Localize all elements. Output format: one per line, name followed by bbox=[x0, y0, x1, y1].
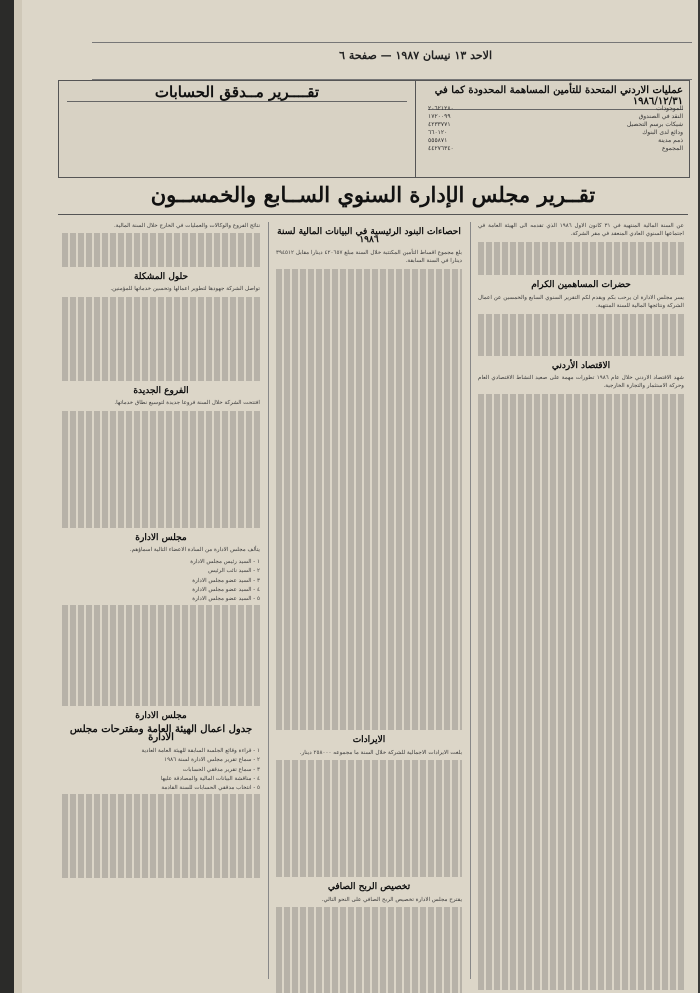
list-item: ١ - السيد رئيس مجلس الادارة bbox=[190, 558, 260, 565]
table-row: الموجودات ٢٠٦٢١٢٨٠ bbox=[428, 105, 683, 112]
paragraph: افتتحت الشركة خلال السنة فروعا جديدة لتوسيع نطاق خدماتها. bbox=[114, 400, 260, 407]
table-row: المجموع ٤٤٢٧٦٣٤٠ bbox=[428, 145, 683, 152]
main-title: تقــرير مجلس الإدارة السنوي الســابع والخمســون bbox=[150, 182, 596, 207]
paragraph: تواصل الشركة جهودها لتطوير اعمالها وتحسين خدماتها للمؤمنين. bbox=[110, 286, 260, 293]
masthead-bar bbox=[92, 42, 692, 80]
paragraph: يقترح مجلس الادارة تخصيص الربح الصافي على النحو التالي. bbox=[321, 896, 462, 903]
column-rule bbox=[470, 222, 471, 979]
list-item: ٥ - السيد عضو مجلس الادارة bbox=[192, 596, 260, 603]
list-item: ٣ - سماع تقرير مدققي الحسابات bbox=[182, 766, 260, 773]
box-divider bbox=[415, 81, 416, 177]
section-heading: الايرادات bbox=[352, 735, 386, 746]
book-binding bbox=[0, 0, 14, 993]
balance-sheet-table bbox=[428, 105, 683, 153]
table-row: ذمم مدينة ٥٥٥٨٧١ bbox=[428, 137, 683, 144]
section-heading: الاقتصاد الأردني bbox=[551, 360, 611, 371]
paragraph: يسر مجلس الادارة ان يرحب بكم ويقدم لكم التقرير السنوي السابع والخمسين عن اعمال الشركة ونتائجها المالية للسنة المنتهية. bbox=[478, 294, 684, 310]
section-heading: مجلس الادارة bbox=[135, 532, 187, 543]
paragraph: يتألف مجلس الادارة من السادة الاعضاء التالية اسماؤهم. bbox=[129, 547, 260, 554]
balance-sheet-title: عمليات الاردني المتحدة للتأمين المساهمة المحدودة كما في ١٩٨٦/١٢/٣١ bbox=[428, 85, 683, 110]
list-item: ٢ - السيد نائب الرئيس bbox=[208, 568, 260, 575]
paragraph: نتائج الفروع والوكالات والعمليات في الخارج خلال السنة المالية. bbox=[113, 223, 260, 229]
section-heading: الفروع الجديدة bbox=[133, 385, 189, 396]
table-row: شيكات برسم التحصيل ٤٢٣٣٧٧١ bbox=[428, 121, 683, 128]
masthead-date: الاحد ١٣ نيسان ١٩٨٧ — صفحة ٦ bbox=[339, 49, 492, 62]
article-column-right bbox=[478, 222, 684, 979]
section-heading: حضرات المساهمين الكرام bbox=[531, 280, 631, 291]
signature: مجلس الادارة bbox=[135, 710, 187, 721]
financial-summary-box bbox=[58, 80, 690, 178]
section-heading: حلول المشكلة bbox=[133, 271, 189, 282]
section-heading: احصاءات البنود الرئيسية في البيانات المالية لسنة ١٩٨٦ bbox=[277, 227, 461, 246]
table-row: النقد في الصندوق ١٧٢٠٠٩٩ bbox=[428, 113, 683, 120]
auditor-report-title: تقــــرير مــدقق الحسابات bbox=[67, 83, 407, 102]
list-item: ٤ - السيد عضو مجلس الادارة bbox=[192, 587, 260, 593]
section-heading: جدول اعمال الهيئة العامة ومقترحات مجلس الادارة bbox=[69, 723, 253, 744]
column-rule bbox=[268, 222, 269, 979]
paragraph: بلغت الايرادات الاجمالية للشركة خلال السنة ما مجموعه ٢٥٨٠٠٠ دينار. bbox=[299, 749, 462, 756]
article-column-left bbox=[62, 222, 260, 979]
table-row: ودائع لدى البنوك ٦٦٠١٢٠ bbox=[428, 129, 683, 136]
list-item: ٢ - سماع تقرير مجلس الادارة لسنة ١٩٨٦ bbox=[164, 757, 260, 764]
paragraph: شهد الاقتصاد الاردني خلال عام ١٩٨٦ تطورات مهمة على صعيد النشاط الاقتصادي العام وحركة الاستثمار والتجارة الخارجية. bbox=[478, 374, 684, 390]
newspaper-page bbox=[22, 0, 698, 993]
list-item: ١ - قراءة وقائع الجلسة السابقة للهيئة العامة العادية bbox=[141, 747, 260, 754]
article-column-center bbox=[276, 222, 462, 979]
paragraph: بلغ مجموع اقساط التأمين المكتتبة خلال السنة مبلغ ٤٢٠٦٥٧ دينارا مقابل ٣٩٤٥١٢ دينارا في السنة السابقة. bbox=[276, 249, 462, 265]
paragraph: عن السنة المالية المنتهية في ٣١ كانون الاول ١٩٨٦ الذي تقدمه الى الهيئة العامة في اجتماعها السنوي العادي المنعقد في مقر الشركة. bbox=[478, 223, 684, 238]
list-item: ٤ - مناقشة البيانات المالية والمصادقة عليها bbox=[160, 775, 260, 782]
title-rule bbox=[58, 214, 688, 215]
list-item: ٣ - السيد عضو مجلس الادارة bbox=[192, 577, 260, 584]
section-heading: تخصيص الربح الصافي bbox=[327, 882, 411, 893]
book-binding-edge bbox=[14, 0, 22, 993]
list-item: ٥ - انتخاب مدققي الحسابات للسنة القادمة bbox=[161, 785, 260, 792]
